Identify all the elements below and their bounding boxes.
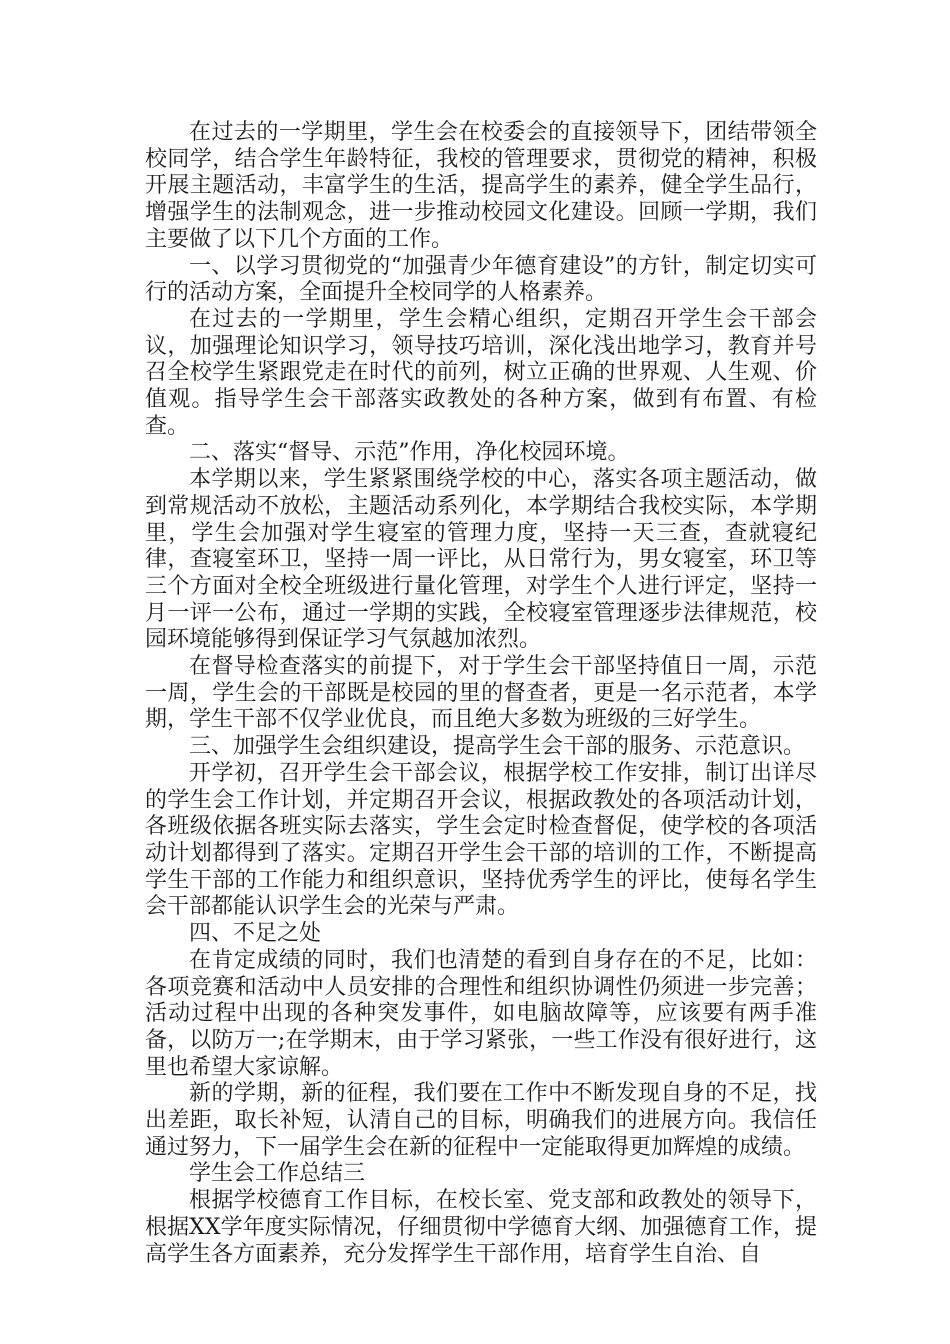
paragraph: 根据学校德育工作目标，在校长室、党支部和政教处的领导下，根据XX学年度实际情况，仔细贯彻中学德育大纲、加强德育工作，提高学生各方面素养，充分发挥学生干部作用，培育学生自治、自 [145,1188,817,1267]
paragraph: 本学期以来，学生紧紧围绕学校的中心，落实各项主题活动，做到常规活动不放松，主题活动系列化，本学期结合我校实际，本学期里，学生会加强对学生寝室的管理力度，坚持一天三查，查就寝纪律，查寝室环卫，坚持一周一评比，从日常行为，男女寝室，环卫等三个方面对全校全班级进行量化管理，对学生个人进行评定，坚持一月一评一公布，通过一学期的实践，全校寝室管理逐步法律规范，校园环境能够得到保证学习气氛越加浓烈。 [145,467,817,653]
paragraph: 开学初，召开学生会干部会议，根据学校工作安排，制订出详尽的学生会工作计划，并定期召开会议，根据政教处的各项活动计划，各班级依据各班实际去落实，学生会定时检查督促，使学校的各项活动计划都得到了落实。定期召开学生会干部的培训的工作，不断提高学生干部的工作能力和组织意识，坚持优秀学生的评比，使每名学生会干部都能认识学生会的光荣与严肃。 [145,760,817,920]
section-heading-3: 三、加强学生会组织建设，提高学生会干部的服务、示范意识。 [189,734,806,760]
document-body [145,120,817,1268]
section-heading-1: 一、以学习贯彻党的“加强青少年德育建设”的方针，制定切实可行的活动方案，全面提升全校同学的人格素养。 [145,253,817,306]
document-subtitle: 学生会工作总结三 [189,1161,366,1187]
paragraph-intro: 在过去的一学期里，学生会在校委会的直接领导下，团结带领全校同学，结合学生年龄特征，我校的管理要求，贯彻党的精神，积极开展主题活动，丰富学生的生活，提高学生的素养，健全学生品行，增强学生的法制观念，进一步推动校园文化建设。回顾一学期，我们主要做了以下几个方面的工作。 [145,120,817,252]
paragraph: 在肯定成绩的同时，我们也清楚的看到自身存在的不足，比如：各项竞赛和活动中人员安排的合理性和组织协调性仍须进一步完善；活动过程中出现的各种突发事件，如电脑故障等，应该要有两手准备，以防万一;在学期末，由于学习紧张，一些工作没有很好进行，这里也希望大家谅解。 [145,947,817,1080]
paragraph: 在过去的一学期里，学生会精心组织，定期召开学生会干部会议，加强理论知识学习，领导技巧培训，深化浅出地学习，教育并号召全校学生紧跟党走在时代的前列，树立正确的世界观、人生观、价值观。指导学生会干部落实政教处的各种方案，做到有布置、有检查。 [145,306,817,439]
paragraph: 在督导检查落实的前提下，对于学生会干部坚持值日一周，示范一周，学生会的干部既是校园的里的督查者，更是一名示范者，本学期，学生干部不仅学业优良，而且绝大多数为班级的三好学生。 [145,654,817,733]
section-heading-2: 二、落实“督导、示范”作用，净化校园环境。 [189,440,630,466]
section-heading-4: 四、不足之处 [189,921,322,947]
paragraph: 新的学期，新的征程，我们要在工作中不断发现自身的不足，找出差距，取长补短，认清自己的目标，明确我们的进展方向。我信任通过努力，下一届学生会在新的征程中一定能取得更加辉煌的成绩。 [145,1081,817,1160]
